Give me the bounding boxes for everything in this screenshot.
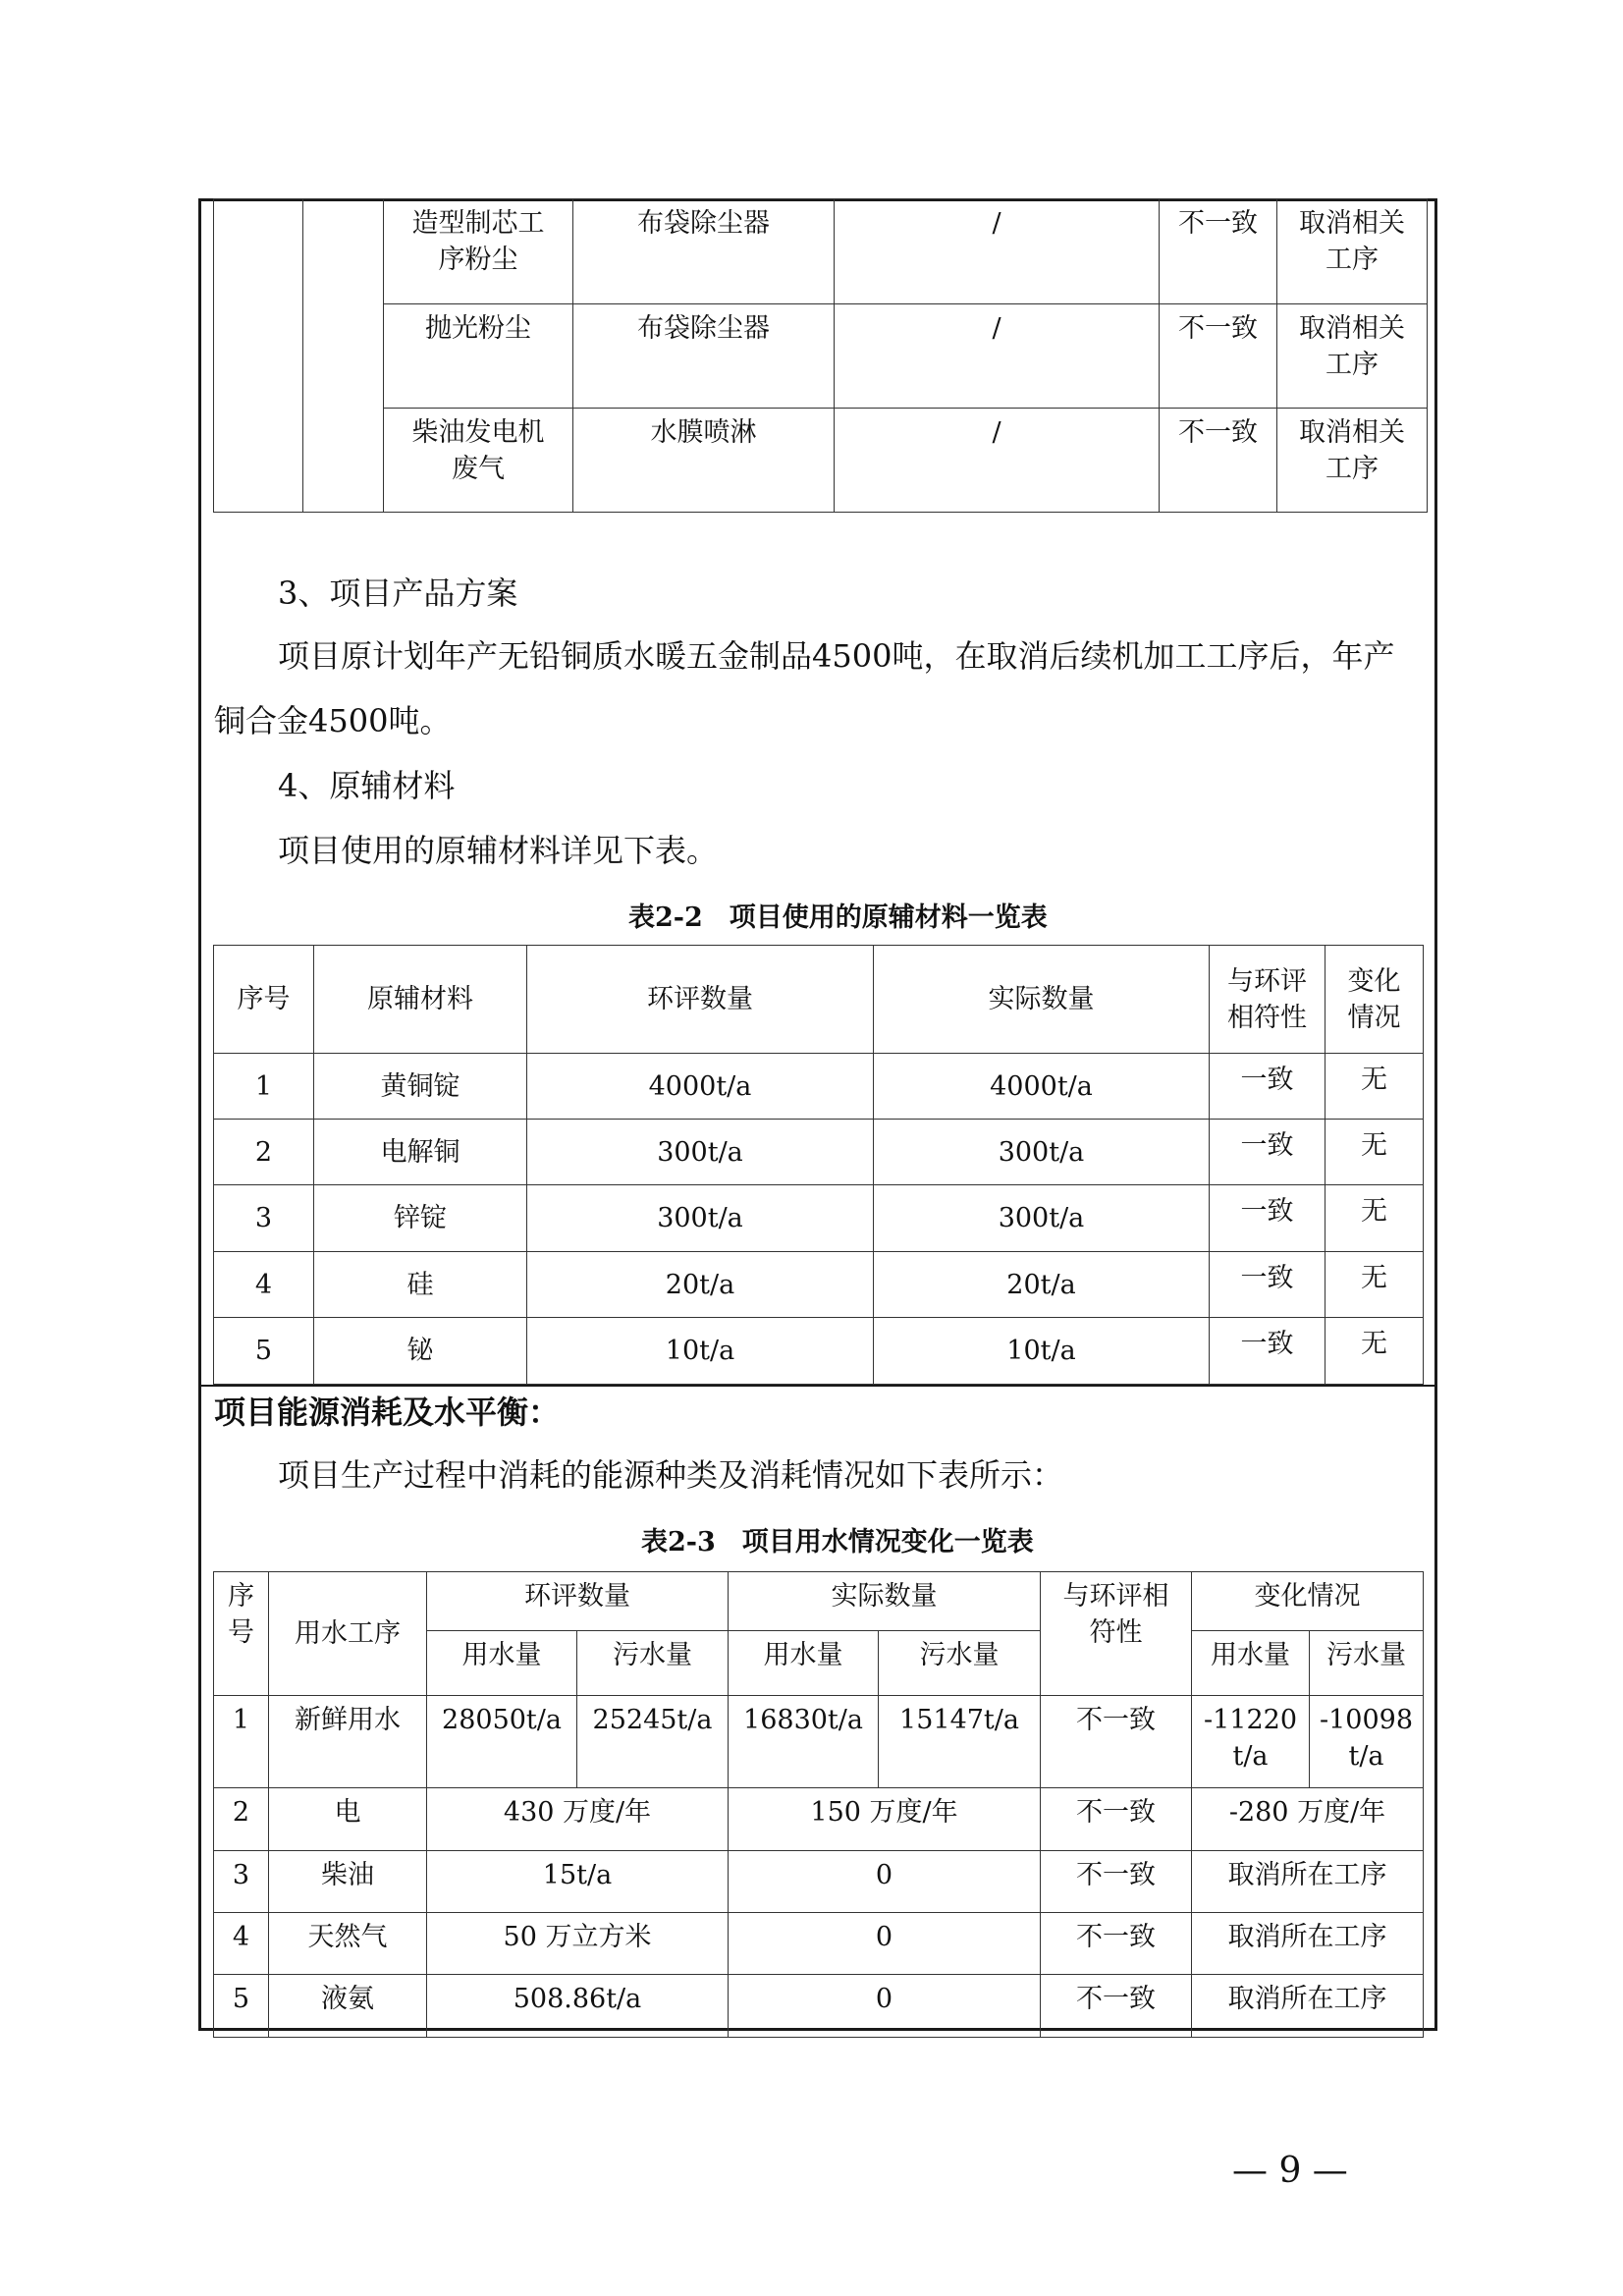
cell: 3: [214, 1851, 269, 1913]
cell: 2: [214, 1120, 314, 1185]
cell: -10098 t/a: [1310, 1696, 1424, 1788]
cell: 硅: [314, 1252, 527, 1318]
cell: 取消所在工序: [1192, 1913, 1424, 1975]
energy-intro: 项目生产过程中消耗的能源种类及消耗情况如下表所示：: [278, 1456, 1064, 1494]
table-row: [214, 1318, 1424, 1385]
change-cell: 取消相关 工序: [1277, 199, 1428, 304]
source-cell: 柴油发电机 废气: [384, 409, 573, 513]
cell: 16830t/a: [729, 1696, 879, 1788]
table-row: [214, 304, 1428, 409]
table-row: [214, 1851, 1424, 1913]
cell: -11220 t/a: [1192, 1696, 1310, 1788]
header-cell: 污水量: [577, 1631, 729, 1696]
measure-cell: 布袋除尘器: [573, 199, 835, 304]
table-header-row: [214, 946, 1424, 1054]
cell: 28050t/a: [427, 1696, 577, 1788]
page-number: — 9 —: [1232, 2151, 1348, 2191]
section3-line1: 项目原计划年产无铅铜质水暖五金制品4500吨，在取消后续机加工工序后，年产: [278, 637, 1395, 675]
header-cell: 环评数量: [427, 1572, 729, 1631]
table-row: [214, 1913, 1424, 1975]
table-row: [214, 1696, 1424, 1788]
cell: 300t/a: [874, 1120, 1210, 1185]
cell: 300t/a: [527, 1185, 874, 1252]
header-cell: 与环评相 符性: [1041, 1572, 1192, 1696]
cell: 柴油: [269, 1851, 427, 1913]
conform-cell: 不一致: [1160, 409, 1277, 513]
cell: 无: [1325, 1185, 1424, 1252]
cell: 50 万立方米: [427, 1913, 729, 1975]
header-cell: 实际数量: [874, 946, 1210, 1054]
cell: 不一致: [1041, 1788, 1192, 1851]
cell: 20t/a: [527, 1252, 874, 1318]
merged-cell: [214, 199, 303, 513]
cell: 10t/a: [527, 1318, 874, 1385]
cell: -280 万度/年: [1192, 1788, 1424, 1851]
table3-caption: 表2-3 项目用水情况变化一览表: [641, 1527, 1034, 1558]
cell: 0: [729, 1913, 1041, 1975]
conform-cell: 不一致: [1160, 304, 1277, 409]
cell: 不一致: [1041, 1913, 1192, 1975]
cell: 一致: [1210, 1252, 1325, 1318]
header-cell: 用水量: [427, 1631, 577, 1696]
table-row: [214, 1120, 1424, 1185]
source-cell: 造型制芯工 序粉尘: [384, 199, 573, 304]
cell: 一致: [1210, 1120, 1325, 1185]
cell: 液氨: [269, 1975, 427, 2038]
header-cell: 污水量: [1310, 1631, 1424, 1696]
cell: 不一致: [1041, 1696, 1192, 1788]
cell: 300t/a: [874, 1185, 1210, 1252]
section3-heading: 3、项目产品方案: [278, 574, 518, 612]
cell: 4000t/a: [874, 1054, 1210, 1120]
cell: 430 万度/年: [427, 1788, 729, 1851]
cell: 10t/a: [874, 1318, 1210, 1385]
header-cell: 与环评 相符性: [1210, 946, 1325, 1054]
cell: 铋: [314, 1318, 527, 1385]
source-cell: 抛光粉尘: [384, 304, 573, 409]
cell: 不一致: [1041, 1851, 1192, 1913]
cell: 电: [269, 1788, 427, 1851]
cell: 3: [214, 1185, 314, 1252]
cell: 25245t/a: [577, 1696, 729, 1788]
header-cell: 用水量: [729, 1631, 879, 1696]
table2-caption: 表2-2 项目使用的原辅材料一览表: [628, 902, 1048, 933]
section-divider: [198, 1385, 1437, 1387]
change-cell: 取消相关 工序: [1277, 304, 1428, 409]
table-row: [214, 1252, 1424, 1318]
header-cell: 变化情况: [1192, 1572, 1424, 1631]
cell: 2: [214, 1788, 269, 1851]
cell: 取消所在工序: [1192, 1851, 1424, 1913]
cell: 300t/a: [527, 1120, 874, 1185]
cell: 新鲜用水: [269, 1696, 427, 1788]
table-row: [214, 199, 1428, 304]
cell: 黄铜锭: [314, 1054, 527, 1120]
pollution-control-table: [213, 198, 1428, 513]
section3-line2: 铜合金4500吨。: [214, 702, 452, 739]
section4-intro: 项目使用的原辅材料详见下表。: [278, 832, 719, 869]
header-cell: 变化 情况: [1325, 946, 1424, 1054]
table-header-row: [214, 1572, 1424, 1631]
cell: 电解铜: [314, 1120, 527, 1185]
table-row: [214, 1054, 1424, 1120]
cell: 4000t/a: [527, 1054, 874, 1120]
measure-cell: 水膜喷淋: [573, 409, 835, 513]
header-cell: 用水工序: [269, 1572, 427, 1696]
water-usage-table: [213, 1571, 1424, 2038]
header-cell: 原辅材料: [314, 946, 527, 1054]
energy-heading: 项目能源消耗及水平衡：: [214, 1394, 561, 1431]
actual-cell: /: [835, 304, 1160, 409]
cell: 5: [214, 1318, 314, 1385]
cell: 15t/a: [427, 1851, 729, 1913]
cell: 锌锭: [314, 1185, 527, 1252]
header-cell: 污水量: [879, 1631, 1041, 1696]
cell: 天然气: [269, 1913, 427, 1975]
cell: 150 万度/年: [729, 1788, 1041, 1851]
actual-cell: /: [835, 199, 1160, 304]
conform-cell: 不一致: [1160, 199, 1277, 304]
change-cell: 取消相关 工序: [1277, 409, 1428, 513]
cell: 1: [214, 1054, 314, 1120]
cell: 1: [214, 1696, 269, 1788]
cell: 5: [214, 1975, 269, 2038]
header-cell: 环评数量: [527, 946, 874, 1054]
cell: 508.86t/a: [427, 1975, 729, 2038]
materials-table: [213, 945, 1424, 1385]
section4-heading: 4、原辅材料: [278, 767, 456, 804]
header-cell: 序 号: [214, 1572, 269, 1696]
cell: 4: [214, 1252, 314, 1318]
table-row: [214, 1788, 1424, 1851]
cell: 15147t/a: [879, 1696, 1041, 1788]
table-row: [214, 1185, 1424, 1252]
cell: 取消所在工序: [1192, 1975, 1424, 2038]
cell: 0: [729, 1851, 1041, 1913]
cell: 无: [1325, 1318, 1424, 1385]
actual-cell: /: [835, 409, 1160, 513]
header-cell: 序号: [214, 946, 314, 1054]
cell: 无: [1325, 1252, 1424, 1318]
header-cell: 实际数量: [729, 1572, 1041, 1631]
table-row: [214, 1975, 1424, 2038]
measure-cell: 布袋除尘器: [573, 304, 835, 409]
table-row: [214, 409, 1428, 513]
header-cell: 用水量: [1192, 1631, 1310, 1696]
cell: 一致: [1210, 1185, 1325, 1252]
cell: 20t/a: [874, 1252, 1210, 1318]
cell: 不一致: [1041, 1975, 1192, 2038]
cell: 一致: [1210, 1054, 1325, 1120]
cell: 0: [729, 1975, 1041, 2038]
cell: 无: [1325, 1054, 1424, 1120]
merged-cell: [303, 199, 384, 513]
cell: 一致: [1210, 1318, 1325, 1385]
cell: 无: [1325, 1120, 1424, 1185]
cell: 4: [214, 1913, 269, 1975]
